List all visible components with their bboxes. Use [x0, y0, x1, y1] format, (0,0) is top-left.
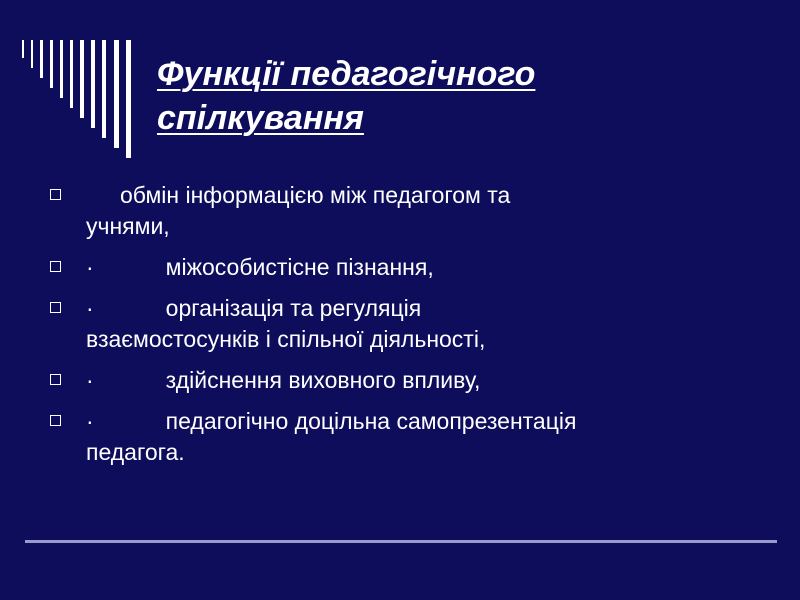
- decorative-bar: [114, 40, 119, 148]
- decorative-bar: [50, 40, 53, 88]
- bullet-dot: ·: [86, 408, 94, 434]
- bullet-text: педагогічно доцільна самопрезентація: [165, 408, 577, 434]
- square-bullet-icon: [50, 415, 61, 426]
- decorative-bar: [40, 40, 43, 78]
- bullet-continuation: взаємостосунків і спільної діяльності,: [86, 326, 486, 352]
- decorative-bar: [102, 40, 106, 138]
- list-item: [50, 180, 750, 242]
- bullet-continuation: учнями,: [86, 213, 170, 239]
- decorative-bar: [22, 40, 24, 58]
- list-item: [50, 406, 750, 468]
- bullet-text: організація та регуляція: [165, 295, 422, 321]
- title-line-1: Функції педагогічного: [157, 55, 536, 93]
- square-bullet-icon: [50, 189, 61, 200]
- slide-title: [157, 52, 717, 140]
- list-item: [50, 252, 750, 283]
- list-item: [50, 365, 750, 396]
- decorative-bars: [22, 40, 132, 160]
- square-bullet-icon: [50, 261, 61, 272]
- square-bullet-icon: [50, 374, 61, 385]
- decorative-bar: [80, 40, 84, 118]
- bullet-dot: ·: [86, 254, 94, 280]
- bullet-text: здійснення виховного впливу,: [165, 367, 481, 393]
- bullet-text: обмін інформацією між педагогом та: [120, 182, 511, 208]
- decorative-bar: [70, 40, 73, 108]
- bullet-list: [50, 180, 750, 478]
- list-item: [50, 293, 750, 355]
- decorative-bar: [60, 40, 63, 98]
- decorative-bar: [126, 40, 131, 158]
- decorative-bar: [91, 40, 95, 128]
- bottom-divider: [25, 540, 777, 543]
- bullet-dot: ·: [86, 367, 94, 393]
- title-line-2: спілкування: [157, 99, 364, 137]
- decorative-bar: [31, 40, 33, 68]
- bullet-continuation: педагога.: [86, 439, 185, 465]
- square-bullet-icon: [50, 302, 61, 313]
- bullet-text: міжособистісне пізнання,: [165, 254, 434, 280]
- bullet-dot: ·: [86, 295, 94, 321]
